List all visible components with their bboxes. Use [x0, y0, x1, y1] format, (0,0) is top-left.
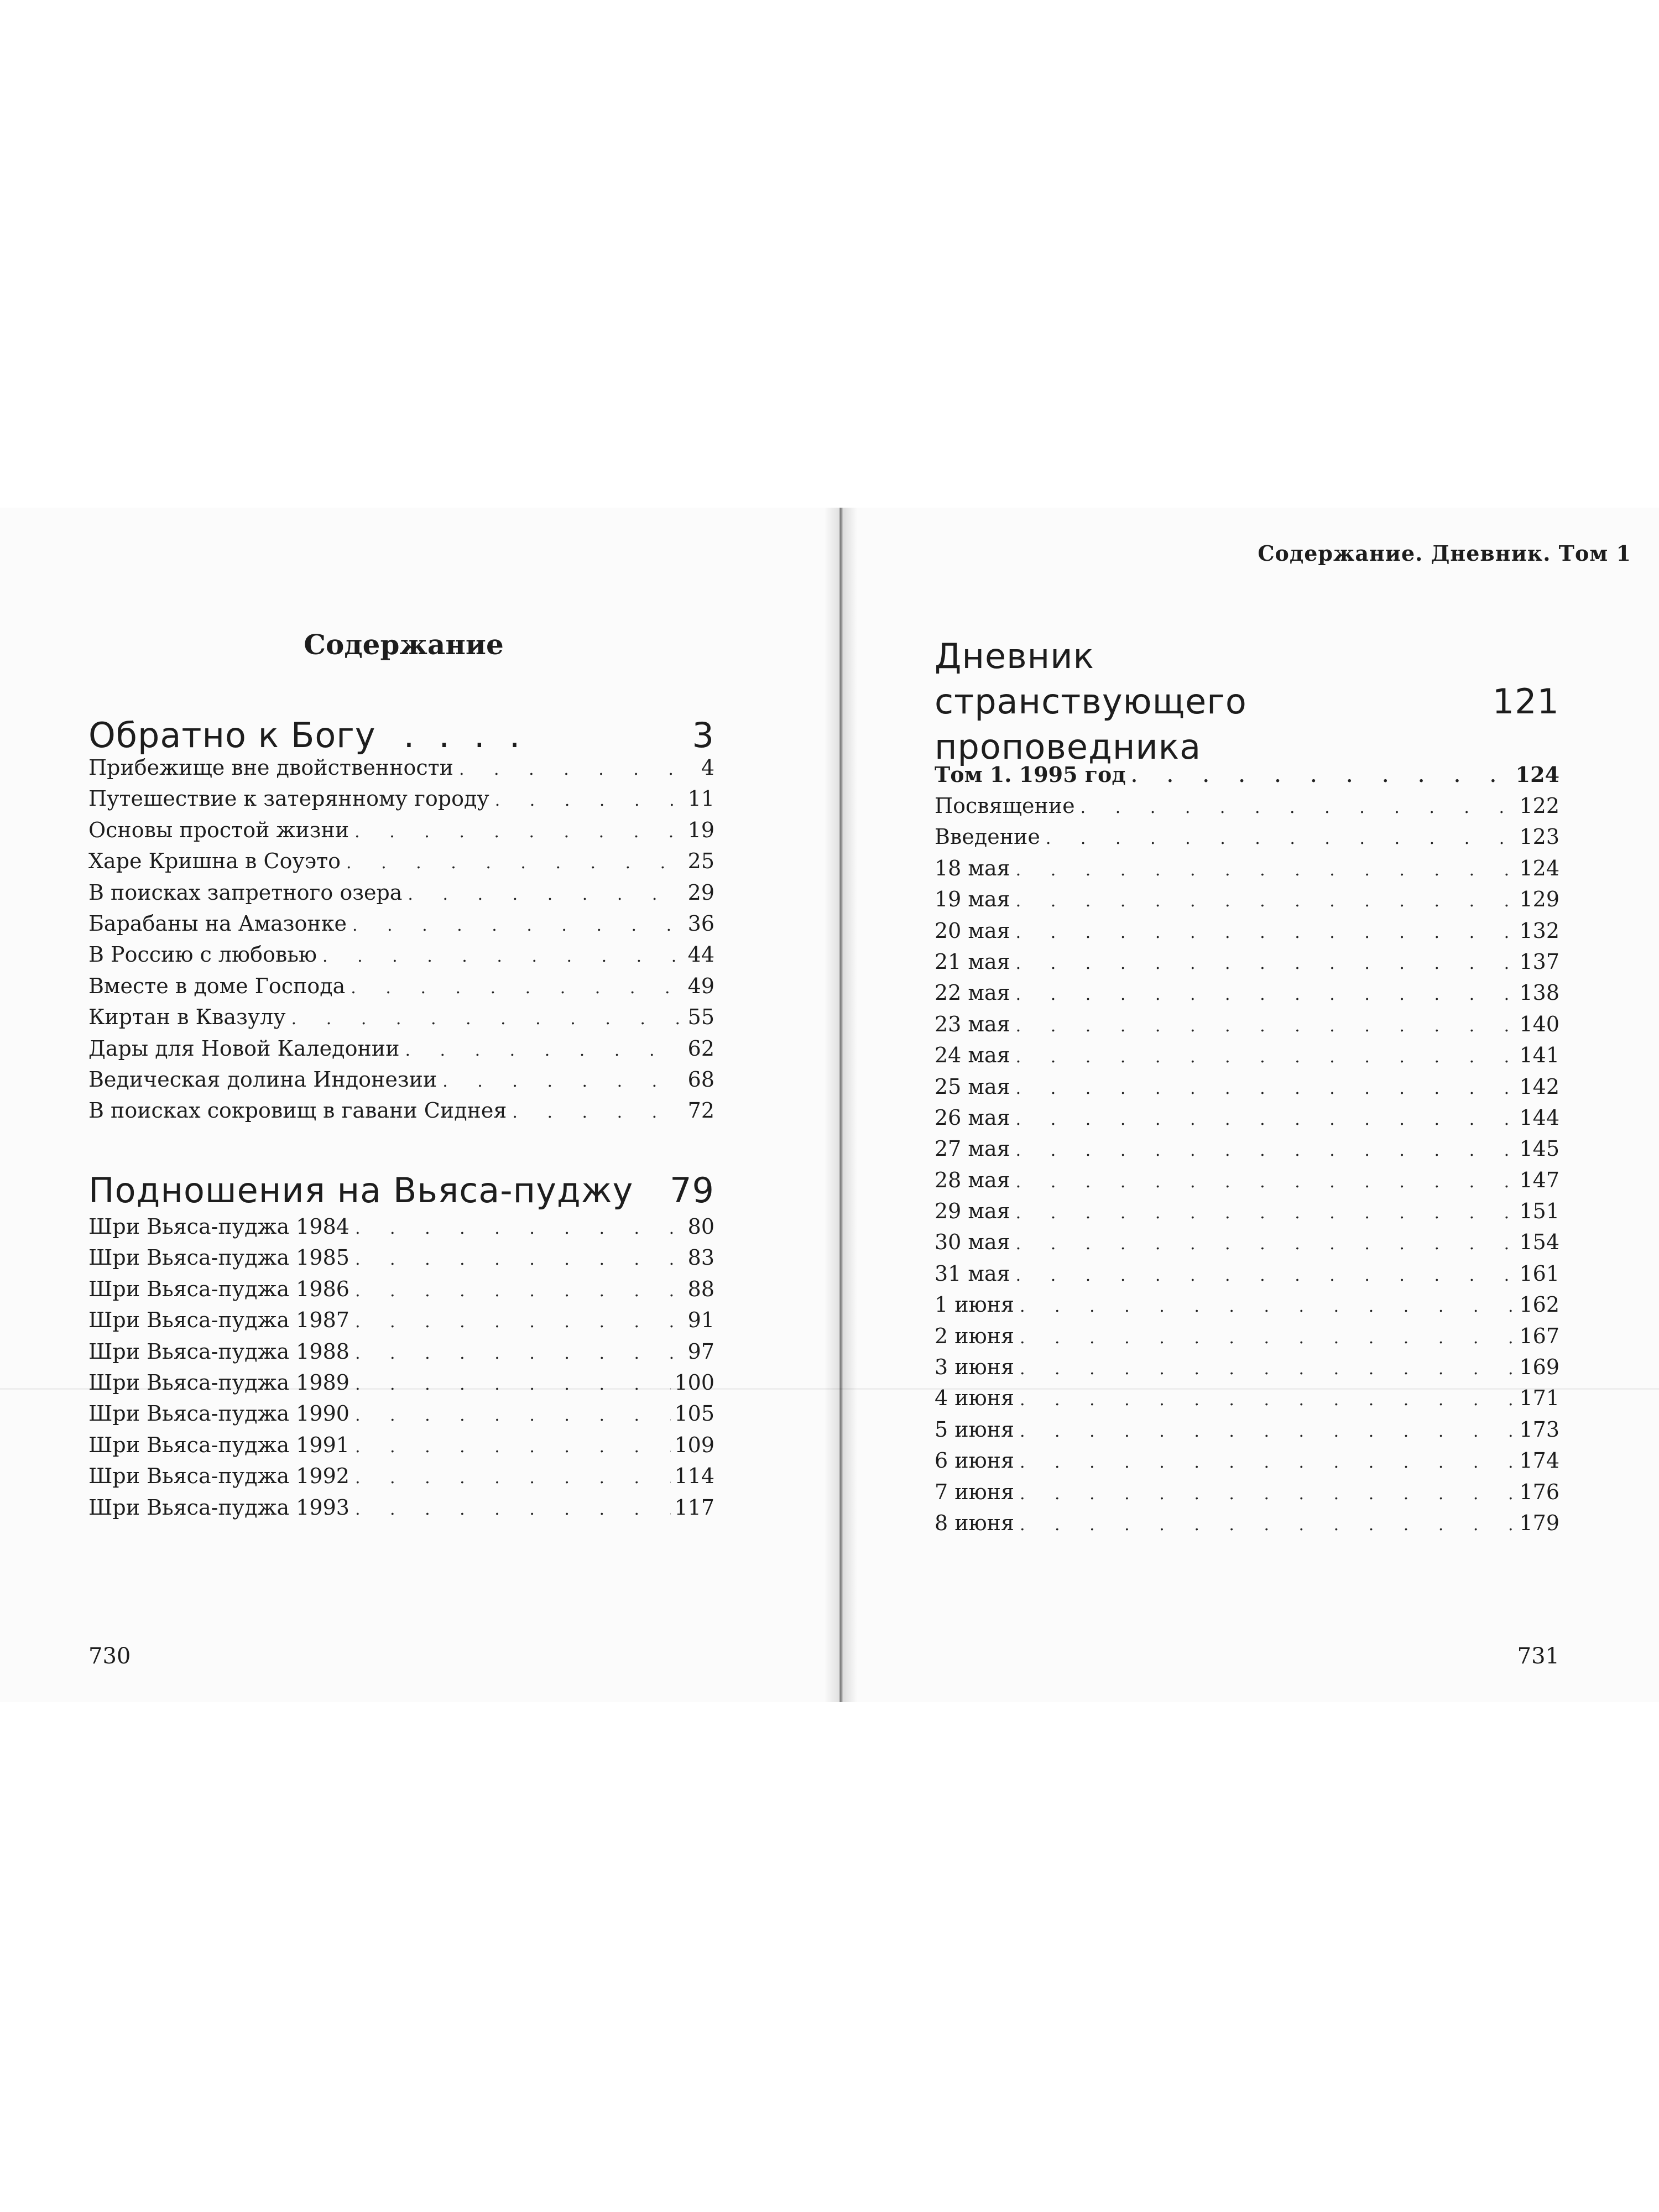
toc-entry	[935, 856, 1559, 887]
toc-leader-dots	[1016, 1172, 1516, 1192]
toc-entry	[935, 1199, 1559, 1230]
toc-entry	[88, 942, 714, 973]
toc-entry-page: 151	[1519, 1199, 1559, 1224]
toc-entry-page: 44	[687, 942, 714, 967]
toc-entry	[88, 911, 714, 942]
toc-leader-dots	[355, 1312, 685, 1332]
section-heading-vyasa-puja	[88, 1170, 714, 1211]
toc-entry-title: Посвящение	[935, 794, 1075, 818]
toc-entry-title: 28 мая	[935, 1167, 1010, 1192]
toc-entry	[88, 1036, 714, 1067]
toc-entry	[88, 880, 714, 911]
toc-entry	[88, 1495, 714, 1526]
toc-title: Содержание	[304, 628, 504, 661]
toc-entry	[935, 1168, 1559, 1199]
toc-entry	[88, 1401, 714, 1432]
section-title-line-1: Дневник	[935, 636, 1094, 676]
toc-entry	[935, 950, 1559, 980]
toc-leader-dots	[355, 1375, 671, 1394]
toc-entry-title: Шри Вьяса-пуджа 1991	[88, 1432, 349, 1457]
toc-entry-title: Шри Вьяса-пуджа 1985	[88, 1245, 349, 1270]
toc-entry-page: 62	[687, 1036, 714, 1061]
toc-entry-page: 29	[687, 880, 714, 905]
toc-leader-dots	[1016, 1047, 1516, 1067]
toc-entry-title: В поисках сокровищ в гавани Сиднея	[88, 1098, 507, 1123]
section-heading-back-to-godhead	[88, 715, 714, 755]
toc-entry	[935, 1136, 1559, 1167]
toc-entry-title: 1 июня	[935, 1292, 1014, 1317]
toc-entry-title: Путешествие к затерянному городу	[88, 786, 489, 811]
toc-leader-dots	[1016, 1016, 1516, 1036]
toc-entry-title: Шри Вьяса-пуджа 1993	[88, 1495, 349, 1520]
toc-list-diary-volume-1	[935, 794, 1559, 1542]
toc-entry-page: 145	[1519, 1136, 1559, 1161]
toc-leader-dots	[355, 1344, 685, 1363]
toc-entry-title: 30 мая	[935, 1230, 1010, 1255]
toc-entry-title: Шри Вьяса-пуджа 1989	[88, 1370, 349, 1395]
toc-leader-dots	[354, 822, 685, 842]
toc-entry	[88, 849, 714, 880]
toc-leader-dots	[1020, 1515, 1516, 1535]
toc-entry-page: 88	[687, 1276, 714, 1301]
toc-entry-page: 124	[1515, 762, 1559, 787]
toc-leader-dots	[1131, 767, 1512, 786]
section-title: Обратно к Богу	[88, 715, 376, 755]
toc-list-back-to-godhead	[88, 755, 714, 1130]
toc-leader-dots	[408, 885, 684, 904]
toc-leader-dots	[1020, 1453, 1516, 1472]
toc-entry-page: 91	[687, 1308, 714, 1333]
toc-leader-dots	[355, 1406, 671, 1425]
toc-leader-dots	[1016, 1141, 1516, 1160]
toc-leader-dots	[1016, 954, 1516, 973]
toc-entry	[88, 1067, 714, 1098]
toc-entry-page: 137	[1519, 949, 1559, 974]
section-page-number: 3	[692, 715, 714, 755]
toc-entry-title: 5 июня	[935, 1417, 1014, 1442]
toc-entry-page: 49	[687, 973, 714, 998]
toc-entry-page: 173	[1519, 1417, 1559, 1442]
toc-entry	[88, 1308, 714, 1339]
toc-entry	[935, 1012, 1559, 1043]
toc-entry-title: Введение	[935, 825, 1040, 849]
toc-leader-dots	[1020, 1484, 1516, 1504]
toc-entry	[935, 1386, 1559, 1417]
toc-entry-page: 162	[1519, 1292, 1559, 1317]
toc-entry-page: 105	[674, 1401, 714, 1426]
toc-entry-title: Дары для Новой Каледонии	[88, 1036, 400, 1061]
toc-entry-page: 132	[1519, 918, 1559, 943]
section-page-number: 121	[1492, 681, 1559, 722]
toc-entry-page: 80	[687, 1214, 714, 1239]
toc-entry-title: Основы простой жизни	[88, 817, 349, 842]
toc-leader-dots	[355, 1437, 671, 1457]
toc-entry-title: 31 мая	[935, 1261, 1010, 1286]
toc-entry-title: 6 июня	[935, 1448, 1014, 1473]
toc-entry-page: 123	[1519, 825, 1559, 849]
toc-entry-page: 114	[674, 1464, 714, 1489]
toc-leader-dots	[1016, 860, 1516, 880]
toc-leader-dots	[1016, 1079, 1516, 1098]
toc-list-vyasa-puja	[88, 1214, 714, 1526]
toc-entry-page: 68	[687, 1067, 714, 1092]
toc-volume-row	[935, 762, 1559, 793]
toc-entry	[88, 1370, 714, 1401]
toc-entry-page: 36	[687, 911, 714, 936]
toc-entry-title: 18 мая	[935, 855, 1010, 880]
toc-entry	[88, 974, 714, 1005]
toc-leader-dots	[1016, 1203, 1516, 1223]
toc-entry-title: 29 мая	[935, 1199, 1010, 1224]
toc-leader-dots	[1046, 829, 1516, 848]
toc-leader-dots	[1020, 1390, 1516, 1410]
toc-entry-page: 100	[674, 1370, 714, 1395]
toc-leader-dots	[346, 853, 685, 873]
toc-entry	[935, 1043, 1559, 1074]
toc-entry-title: 21 мая	[935, 949, 1010, 974]
toc-entry	[935, 794, 1559, 825]
toc-entry	[935, 1324, 1559, 1355]
section-title-line-2: странствующего проповедника	[935, 681, 1247, 767]
toc-entry-page: 144	[1519, 1105, 1559, 1130]
toc-entry-title: Шри Вьяса-пуджа 1992	[88, 1464, 349, 1489]
toc-entry-title: 4 июня	[935, 1386, 1014, 1411]
toc-entry-page: 176	[1519, 1479, 1559, 1504]
toc-entry-page: 117	[674, 1495, 714, 1520]
toc-leader-dots	[1020, 1359, 1516, 1379]
toc-entry-title: 24 мая	[935, 1043, 1010, 1068]
toc-entry	[88, 1245, 714, 1276]
toc-entry-title: 26 мая	[935, 1105, 1010, 1130]
toc-entry-title: Киртан в Квазулу	[88, 1005, 286, 1030]
toc-leader-dots	[1081, 798, 1516, 817]
toc-volume-heading	[935, 762, 1559, 793]
toc-entry-title: 2 июня	[935, 1323, 1014, 1348]
toc-entry-title: 3 июня	[935, 1355, 1014, 1380]
toc-entry-page: 4	[701, 755, 714, 780]
toc-entry-title: Шри Вьяса-пуджа 1986	[88, 1276, 349, 1301]
toc-entry-title: Ведическая долина Индонезии	[88, 1067, 437, 1092]
section-title: Подношения на Вьяса-пуджу	[88, 1170, 634, 1211]
section-page-number: 79	[670, 1170, 714, 1211]
toc-leader-dots	[442, 1072, 684, 1091]
toc-entry-title: В Россию с любовью	[88, 942, 317, 967]
toc-leader-dots	[1016, 1110, 1516, 1129]
toc-entry-page: 171	[1519, 1386, 1559, 1411]
toc-entry-page: 11	[687, 786, 714, 811]
toc-entry-title: 8 июня	[935, 1510, 1014, 1535]
section-heading-diary	[935, 634, 1559, 770]
toc-entry	[935, 1355, 1559, 1386]
toc-entry	[88, 1005, 714, 1036]
toc-entry-title: Прибежище вне двойственности	[88, 755, 453, 780]
toc-entry-title: 20 мая	[935, 918, 1010, 943]
toc-entry-page: 140	[1519, 1011, 1559, 1036]
toc-leader-dots	[355, 1281, 685, 1301]
toc-entry-page: 109	[674, 1432, 714, 1457]
toc-entry-page: 122	[1519, 794, 1559, 818]
toc-entry-title: 25 мая	[935, 1074, 1010, 1099]
toc-entry-title: 22 мая	[935, 980, 1010, 1005]
toc-entry-page: 154	[1519, 1230, 1559, 1255]
toc-entry-page: 167	[1519, 1323, 1559, 1348]
toc-entry	[935, 1074, 1559, 1105]
toc-leader-dots	[495, 791, 685, 810]
toc-leader-dots	[352, 916, 685, 935]
toc-entry-title: Барабаны на Амазонке	[88, 911, 347, 936]
toc-entry-page: 25	[687, 849, 714, 874]
toc-leader-dots	[351, 978, 684, 998]
toc-entry-title: Вместе в доме Господа	[88, 973, 346, 998]
toc-entry-page: 55	[687, 1005, 714, 1030]
page-number-right: 731	[1517, 1644, 1559, 1669]
toc-entry-title: Харе Кришна в Соуэто	[88, 849, 341, 874]
section-leader-dots: ....	[403, 715, 545, 755]
toc-entry-title: 19 мая	[935, 887, 1010, 912]
book-spread	[0, 508, 1659, 1702]
toc-entry-page: 174	[1519, 1448, 1559, 1473]
toc-entry	[935, 980, 1559, 1011]
toc-entry	[88, 786, 714, 817]
toc-leader-dots	[1016, 923, 1516, 942]
toc-entry	[935, 1292, 1559, 1323]
toc-entry	[935, 1261, 1559, 1292]
toc-entry-page: 83	[687, 1245, 714, 1270]
toc-entry-title: 23 мая	[935, 1011, 1010, 1036]
toc-entry-title: 27 мая	[935, 1136, 1010, 1161]
toc-entry-page: 169	[1519, 1355, 1559, 1380]
page-number-left: 730	[88, 1644, 131, 1669]
toc-entry-page: 72	[687, 1098, 714, 1123]
toc-entry-page: 161	[1519, 1261, 1559, 1286]
toc-entry	[935, 1480, 1559, 1511]
toc-leader-dots	[355, 1250, 685, 1269]
toc-leader-dots	[355, 1500, 671, 1519]
toc-leader-dots	[322, 947, 685, 966]
toc-entry-page: 19	[687, 817, 714, 842]
toc-entry-title: Том 1. 1995 год	[935, 762, 1126, 787]
toc-entry	[935, 1417, 1559, 1448]
toc-leader-dots	[1016, 1234, 1516, 1254]
toc-entry	[88, 1433, 714, 1464]
toc-entry	[935, 1230, 1559, 1261]
toc-entry-page: 179	[1519, 1510, 1559, 1535]
toc-leader-dots	[1020, 1297, 1516, 1316]
toc-entry	[935, 1448, 1559, 1479]
toc-entry	[88, 1214, 714, 1245]
toc-leader-dots	[405, 1041, 684, 1060]
toc-entry-title: Шри Вьяса-пуджа 1988	[88, 1339, 349, 1364]
toc-entry-page: 97	[687, 1339, 714, 1364]
toc-entry-title: В поисках запретного озера	[88, 880, 403, 905]
toc-entry-page: 124	[1519, 855, 1559, 880]
toc-entry-page: 138	[1519, 980, 1559, 1005]
toc-entry	[88, 1464, 714, 1495]
toc-leader-dots	[459, 760, 698, 779]
toc-entry	[88, 1339, 714, 1370]
toc-entry-title: Шри Вьяса-пуджа 1987	[88, 1308, 349, 1333]
toc-entry-page: 147	[1519, 1167, 1559, 1192]
toc-leader-dots	[1020, 1328, 1516, 1348]
toc-entry-page: 129	[1519, 887, 1559, 912]
toc-entry	[935, 919, 1559, 950]
toc-entry-title: 7 июня	[935, 1479, 1014, 1504]
toc-entry-title: Шри Вьяса-пуджа 1984	[88, 1214, 349, 1239]
toc-entry-page: 142	[1519, 1074, 1559, 1099]
toc-leader-dots	[355, 1219, 685, 1238]
toc-entry	[935, 1105, 1559, 1136]
toc-leader-dots	[512, 1103, 684, 1122]
toc-entry	[88, 1277, 714, 1308]
left-page	[0, 508, 830, 1702]
toc-entry	[935, 1511, 1559, 1542]
running-head: Содержание. Дневник. Том 1	[1258, 541, 1631, 566]
toc-leader-dots	[291, 1009, 685, 1029]
toc-entry	[88, 818, 714, 849]
toc-entry	[935, 887, 1559, 918]
toc-entry	[88, 755, 714, 786]
toc-leader-dots	[355, 1468, 671, 1488]
toc-leader-dots	[1016, 1266, 1516, 1285]
toc-entry	[88, 1098, 714, 1129]
toc-leader-dots	[1016, 985, 1516, 1004]
toc-entry-title: Шри Вьяса-пуджа 1990	[88, 1401, 349, 1426]
toc-entry-page: 141	[1519, 1043, 1559, 1068]
toc-entry	[935, 825, 1559, 855]
right-page	[841, 508, 1659, 1702]
toc-leader-dots	[1016, 891, 1516, 911]
toc-leader-dots	[1020, 1422, 1516, 1441]
